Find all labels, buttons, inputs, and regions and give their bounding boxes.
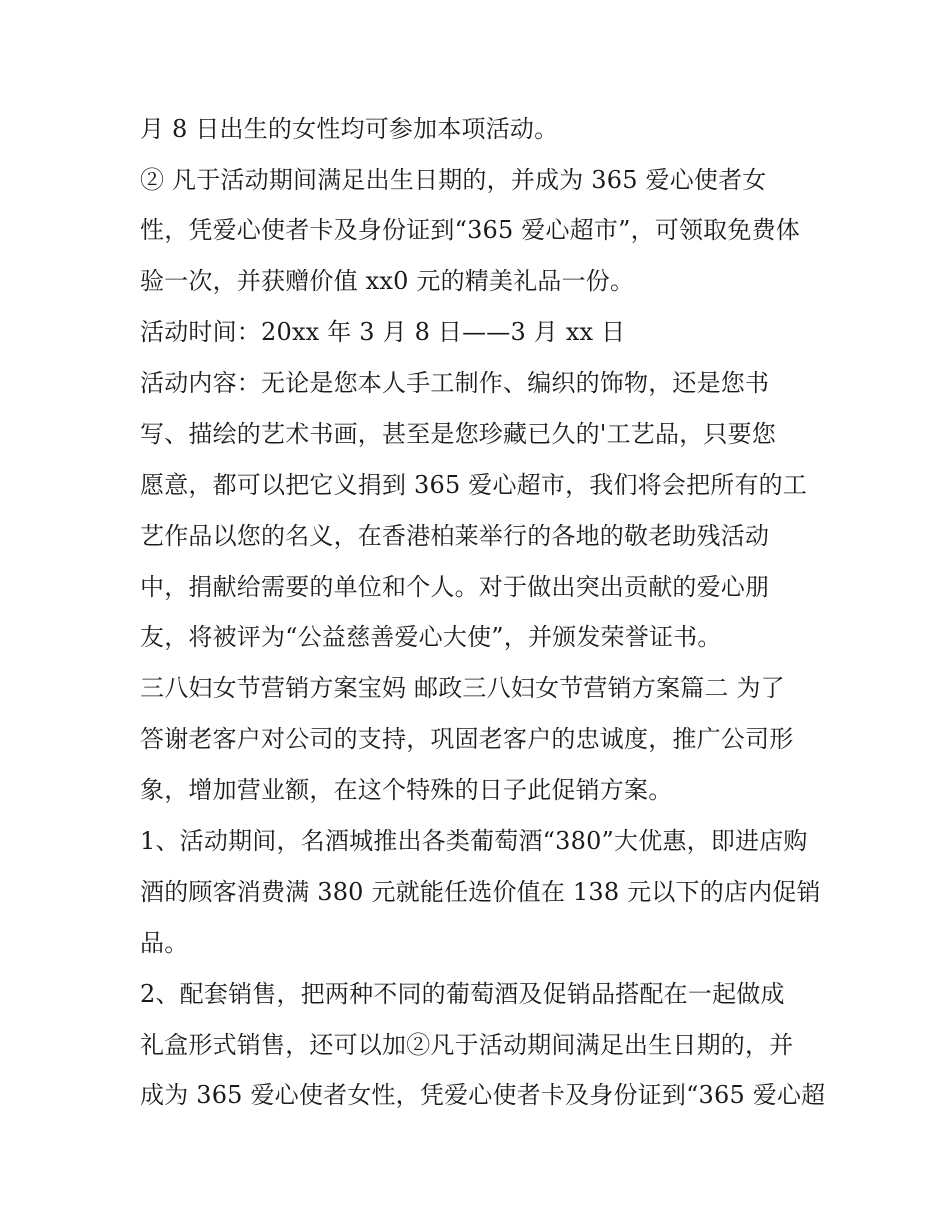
text-line: 品。 bbox=[140, 929, 189, 957]
text-line: 礼盒形式销售，还可以加②凡于活动期间满足出生日期的，并 bbox=[140, 1031, 794, 1059]
text-line: ② 凡于活动期间满足出生日期的，并成为 365 爱心使者女 bbox=[140, 166, 767, 194]
text-line: 三八妇女节营销方案宝妈 邮政三八妇女节营销方案篇二 为了 bbox=[140, 674, 785, 702]
text-line: 愿意，都可以把它义捐到 365 爱心超市，我们将会把所有的工 bbox=[140, 471, 808, 499]
text-line: 写、描绘的艺术书画，甚至是您珍藏已久的'工艺品，只要您 bbox=[140, 420, 776, 448]
text-line: 活动内容：无论是您本人手工制作、编织的饰物，还是您书 bbox=[140, 369, 770, 397]
text-line: 酒的顾客消费满 380 元就能任选价值在 138 元以下的店内促销 bbox=[140, 878, 821, 906]
text-line: 验一次，并获赠价值 xx0 元的精美礼品一份。 bbox=[140, 267, 635, 295]
text-line: 友，将被评为“公益慈善爱心大使”，并颁发荣誉证书。 bbox=[140, 623, 722, 651]
text-line: 成为 365 爱心使者女性，凭爱心使者卡及身份证到“365 爱心超 bbox=[140, 1081, 826, 1109]
text-line: 活动时间：20xx 年 3 月 8 日——3 月 xx 日 bbox=[140, 318, 626, 346]
text-line: 性，凭爱心使者卡及身份证到“365 爱心超市”，可领取免费体 bbox=[140, 216, 800, 244]
text-line: 1、活动期间，名酒城推出各类葡萄酒“380”大优惠，即进店购 bbox=[140, 827, 808, 855]
text-line: 象，增加营业额，在这个特殊的日子此促销方案。 bbox=[140, 776, 673, 804]
text-line: 中，捐献给需要的单位和个人。对于做出突出贡献的爱心朋 bbox=[140, 573, 770, 601]
text-line: 答谢老客户对公司的支持，巩固老客户的忠诚度，推广公司形 bbox=[140, 725, 794, 753]
text-line: 月 8 日出生的女性均可参加本项活动。 bbox=[140, 115, 559, 143]
text-line: 2、配套销售，把两种不同的葡萄酒及促销品搭配在一起做成 bbox=[140, 980, 785, 1008]
text-line: 艺作品以您的名义，在香港柏莱举行的各地的敬老助残活动 bbox=[140, 522, 770, 550]
